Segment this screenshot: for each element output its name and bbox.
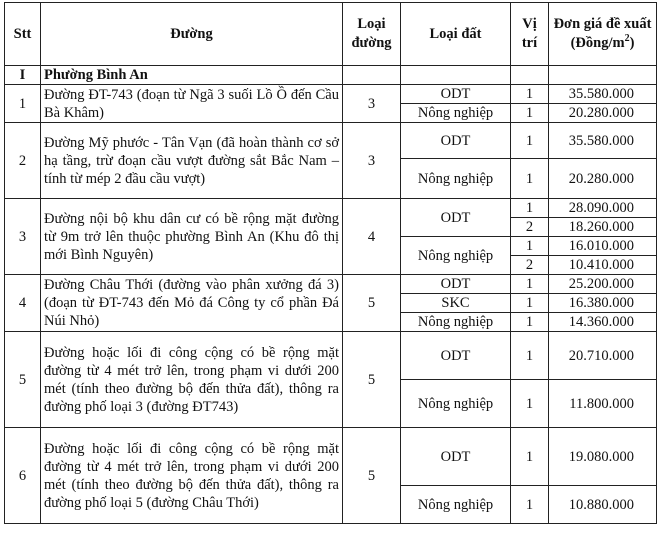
header-don-gia-close: ) (629, 35, 635, 51)
header-row (5, 3, 657, 66)
row-vi-tri: 1 (511, 313, 549, 332)
row-gia: 28.090.000 (549, 199, 657, 218)
row-vi-tri: 1 (511, 428, 549, 486)
land-price-table (4, 2, 657, 524)
row-gia: 10.880.000 (549, 486, 657, 524)
row-loai-dat: ODT (401, 428, 511, 486)
row-gia: 11.800.000 (549, 380, 657, 428)
table-row (5, 199, 657, 218)
row-vi-tri: 2 (511, 256, 549, 275)
row-loai-duong: 3 (343, 123, 401, 199)
row-loai-duong: 5 (343, 428, 401, 524)
row-vi-tri: 1 (511, 199, 549, 218)
row-gia: 20.280.000 (549, 159, 657, 199)
row-vi-tri: 1 (511, 486, 549, 524)
row-loai-dat: Nông nghiệp (401, 237, 511, 275)
row-gia: 35.580.000 (549, 123, 657, 159)
row-loai-dat: SKC (401, 294, 511, 313)
section-row (5, 66, 657, 85)
row-loai-dat: Nông nghiệp (401, 380, 511, 428)
table-row (5, 85, 657, 104)
row-gia: 16.010.000 (549, 237, 657, 256)
section-code: I (5, 66, 41, 85)
row-vi-tri: 1 (511, 85, 549, 104)
row-loai-dat: Nông nghiệp (401, 313, 511, 332)
row-gia: 35.580.000 (549, 85, 657, 104)
row-gia: 10.410.000 (549, 256, 657, 275)
row-gia: 20.710.000 (549, 332, 657, 380)
row-loai-dat: Nông nghiệp (401, 159, 511, 199)
header-loai-duong: Loại đường (343, 3, 401, 66)
row-loai-dat: ODT (401, 199, 511, 237)
row-loai-dat: Nông nghiệp (401, 486, 511, 524)
row-stt: 6 (5, 428, 41, 524)
row-stt: 2 (5, 123, 41, 199)
row-loai-dat: ODT (401, 123, 511, 159)
row-loai-dat: ODT (401, 275, 511, 294)
row-vi-tri: 1 (511, 294, 549, 313)
row-duong: Đường nội bộ khu dân cư có bề rộng mặt đường từ 9m trở lên thuộc phường Bình An (Khu đô thị mới Bình Nguyên) (41, 199, 343, 275)
row-vi-tri: 1 (511, 380, 549, 428)
row-duong: Đường Mỹ phước - Tân Vạn (đã hoàn thành cơ sở hạ tầng, trừ đoạn cầu vượt đường sắt Bắc Nam – tính từ mép 2 đầu cầu vượt) (41, 123, 343, 199)
row-stt: 4 (5, 275, 41, 332)
row-gia: 20.280.000 (549, 104, 657, 123)
row-vi-tri: 1 (511, 123, 549, 159)
table-row (5, 332, 657, 380)
row-gia: 25.200.000 (549, 275, 657, 294)
header-loai-dat: Loại đất (401, 3, 511, 66)
row-vi-tri: 1 (511, 275, 549, 294)
row-stt: 1 (5, 85, 41, 123)
row-gia: 16.380.000 (549, 294, 657, 313)
header-vi-tri: Vị trí (511, 3, 549, 66)
table-row (5, 428, 657, 486)
row-loai-dat: ODT (401, 332, 511, 380)
section-name: Phường Bình An (41, 66, 343, 85)
row-vi-tri: 1 (511, 332, 549, 380)
row-loai-duong: 4 (343, 199, 401, 275)
header-don-gia-label: Đơn giá đề xuất (553, 16, 652, 32)
row-vi-tri: 1 (511, 159, 549, 199)
header-don-gia-unit: (Đồng/m (570, 35, 625, 51)
row-loai-duong: 5 (343, 332, 401, 428)
header-stt: Stt (5, 3, 41, 66)
row-stt: 5 (5, 332, 41, 428)
row-gia: 14.360.000 (549, 313, 657, 332)
row-duong: Đường hoặc lối đi công cộng có bề rộng mặt đường từ 4 mét trở lên, trong phạm vi dưới 200 mét (tính theo đường bộ đến thửa đất), thông ra đường phố loại 5 (đường Châu Thới) (41, 428, 343, 524)
table-row (5, 275, 657, 294)
header-duong: Đường (41, 3, 343, 66)
row-loai-duong: 5 (343, 275, 401, 332)
header-don-gia (549, 3, 657, 66)
row-stt: 3 (5, 199, 41, 275)
row-duong: Đường ĐT-743 (đoạn từ Ngã 3 suối Lồ Ồ đến Cầu Bà Khâm) (41, 85, 343, 123)
header-don-gia-sup: 2 (624, 33, 630, 45)
row-gia: 18.260.000 (549, 218, 657, 237)
table-row (5, 123, 657, 159)
row-loai-dat: ODT (401, 85, 511, 104)
row-gia: 19.080.000 (549, 428, 657, 486)
row-duong: Đường hoặc lối đi công cộng có bề rộng mặt đường từ 4 mét trở lên, trong phạm vi dưới 200 mét (tính theo đường bộ đến thửa đất), thông ra đường phố loại 3 (đường ĐT743) (41, 332, 343, 428)
row-vi-tri: 1 (511, 104, 549, 123)
row-vi-tri: 2 (511, 218, 549, 237)
row-loai-dat: Nông nghiệp (401, 104, 511, 123)
row-loai-duong: 3 (343, 85, 401, 123)
row-vi-tri: 1 (511, 237, 549, 256)
row-duong: Đường Châu Thới (đường vào phân xưởng đá 3) (đoạn từ ĐT-743 đến Mỏ đá Công ty cổ phần Đá Núi Nhỏ) (41, 275, 343, 332)
